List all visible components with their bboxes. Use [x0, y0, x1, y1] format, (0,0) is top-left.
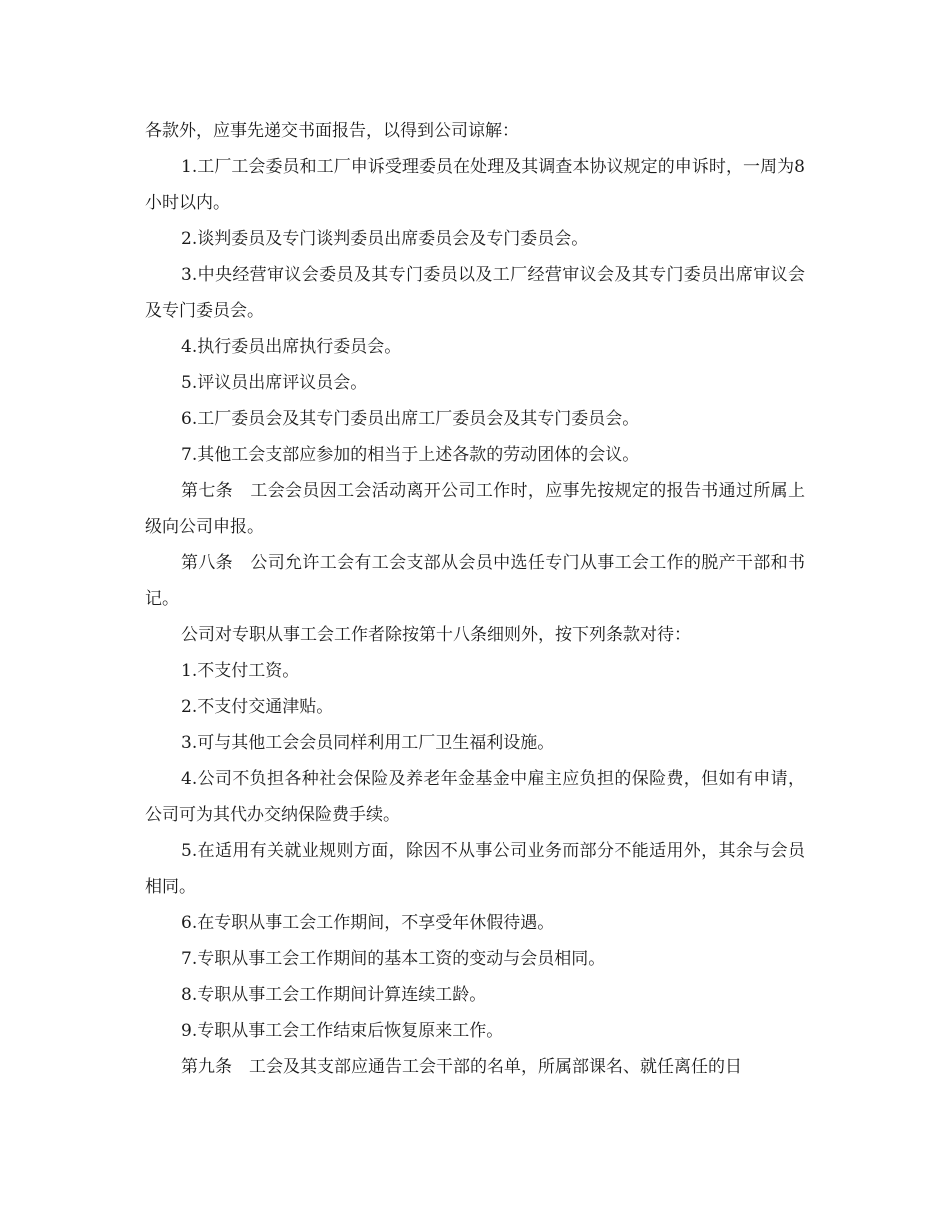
paragraph: 6.工厂委员会及其专门委员出席工厂委员会及其专门委员会。 — [181, 409, 640, 429]
paragraph: 6.在专职从事工会工作期间，不享受年休假待遇。 — [181, 913, 555, 933]
paragraph: 1.不支付工资。 — [181, 661, 300, 681]
article-nine: 第九条 工会及其支部应通告工会干部的名单，所属部课名、就任离任的日 — [181, 1057, 742, 1077]
paragraph: 2.不支付交通津贴。 — [181, 697, 334, 717]
paragraph: 8.专职从事工会工作期间计算连续工龄。 — [181, 985, 487, 1005]
paragraph: 各款外，应事先递交书面报告，以得到公司谅解： — [145, 121, 519, 141]
article-seven: 第七条 工会会员因工会活动离开公司工作时，应事先按规定的报告书通过所属上级向公司申报。 — [145, 481, 805, 537]
paragraph: 4.公司不负担各种社会保险及养老年金基金中雇主应负担的保险费，但如有申请，公司可为其代办交纳保险费手续。 — [145, 769, 805, 825]
paragraph: 5.评议员出席评议员会。 — [181, 373, 368, 393]
paragraph: 4.执行委员出席执行委员会。 — [181, 337, 402, 357]
article-eight: 第八条 公司允许工会有工会支部从会员中选任专门从事工会工作的脱产干部和书记。 — [145, 553, 805, 609]
paragraph: 7.专职从事工会工作期间的基本工资的变动与会员相同。 — [181, 949, 606, 969]
document-body — [145, 113, 805, 1085]
paragraph: 公司对专职从事工会工作者除按第十八条细则外，按下列条款对待： — [181, 625, 691, 645]
paragraph: 7.其他工会支部应参加的相当于上述各款的劳动团体的会议。 — [181, 445, 640, 465]
paragraph: 2.谈判委员及专门谈判委员出席委员会及专门委员会。 — [181, 229, 589, 249]
paragraph: 3.可与其他工会会员同样利用工厂卫生福利设施。 — [181, 733, 555, 753]
paragraph: 5.在适用有关就业规则方面，除因不从事公司业务而部分不能适用外，其余与会员相同。 — [145, 841, 805, 897]
paragraph: 9.专职从事工会工作结束后恢复原来工作。 — [181, 1021, 504, 1041]
paragraph: 3.中央经营审议会委员及其专门委员以及工厂经营审议会及其专门委员出席审议会及专门委员会。 — [145, 265, 805, 321]
paragraph: 1.工厂工会委员和工厂申诉受理委员在处理及其调查本协议规定的申诉时，一周为8小时以内。 — [145, 157, 805, 213]
